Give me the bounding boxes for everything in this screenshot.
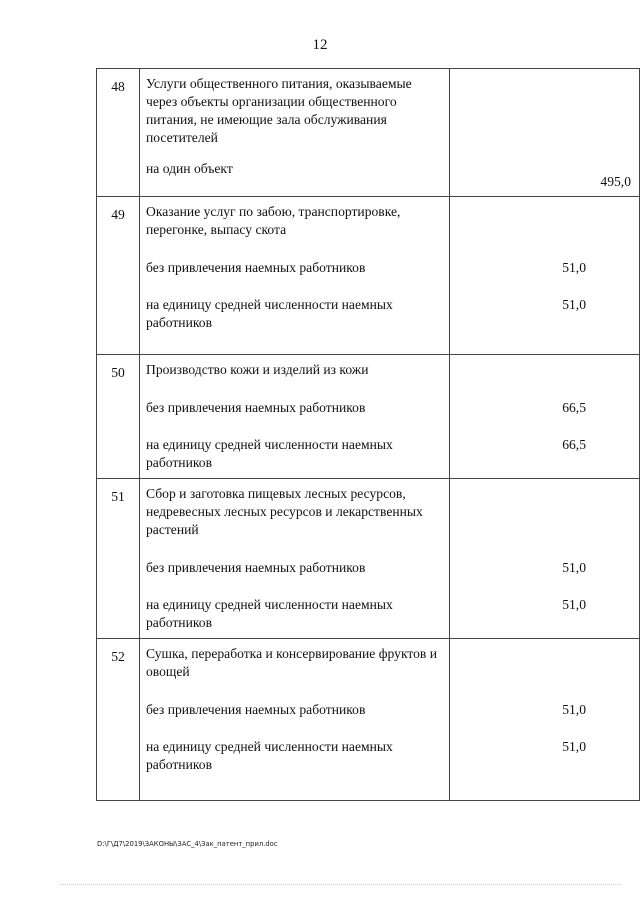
row-item-label: на единицу средней численности наемных работников bbox=[146, 597, 393, 630]
row-item-label: без привлечения наемных работников bbox=[146, 400, 366, 415]
table-row bbox=[97, 355, 640, 479]
row-value-cell bbox=[450, 639, 640, 801]
row-item-value: 51,0 bbox=[562, 260, 586, 275]
page-number: 12 bbox=[312, 37, 328, 53]
row-item-label: на единицу средней численности наемных работников bbox=[146, 437, 393, 470]
row-item-value: 51,0 bbox=[562, 560, 586, 575]
row-description bbox=[140, 197, 450, 355]
row-number: 52 bbox=[97, 639, 140, 801]
table-row bbox=[97, 69, 640, 197]
row-item-label: на единицу средней численности наемных работников bbox=[146, 739, 393, 772]
row-item-value: 51,0 bbox=[562, 297, 586, 312]
row-value-cell bbox=[450, 69, 640, 197]
tariff-table bbox=[96, 68, 640, 801]
table-row bbox=[97, 197, 640, 355]
row-item-label: без привлечения наемных работников bbox=[146, 702, 366, 717]
row-description bbox=[140, 639, 450, 801]
row-title: Сбор и заготовка пищевых лесных ресурсов, недревесных лесных ресурсов и лекарственных растений bbox=[146, 486, 423, 537]
row-item-value: 495,0 bbox=[600, 174, 631, 189]
row-item-label: на единицу средней численности наемных работников bbox=[146, 297, 393, 330]
scan-artifact-line bbox=[60, 884, 620, 887]
row-number: 50 bbox=[97, 355, 140, 479]
row-description bbox=[140, 69, 450, 197]
row-item-label: на один объект bbox=[146, 161, 233, 176]
row-number: 49 bbox=[97, 197, 140, 355]
row-item-value: 51,0 bbox=[562, 739, 586, 754]
row-number: 51 bbox=[97, 479, 140, 639]
row-title: Сушка, переработка и консервирование фруктов и овощей bbox=[146, 646, 438, 679]
table-row bbox=[97, 479, 640, 639]
row-description bbox=[140, 479, 450, 639]
row-title: Услуги общественного питания, оказываемые через объекты организации общественного питания, не имеющие зала обслуживания посетителей bbox=[146, 76, 412, 145]
row-value-cell bbox=[450, 355, 640, 479]
row-item-value: 66,5 bbox=[562, 400, 586, 415]
row-value-cell bbox=[450, 197, 640, 355]
row-item-label: без привлечения наемных работников bbox=[146, 260, 366, 275]
row-item-value: 51,0 bbox=[562, 597, 586, 612]
row-value-cell bbox=[450, 479, 640, 639]
row-number: 48 bbox=[97, 69, 140, 197]
row-item-value: 51,0 bbox=[562, 702, 586, 717]
row-item-value: 66,5 bbox=[562, 437, 586, 452]
row-item-label: без привлечения наемных работников bbox=[146, 560, 366, 575]
table-row bbox=[97, 639, 640, 801]
row-title: Оказание услуг по забою, транспортировке, перегонке, выпасу скота bbox=[146, 204, 401, 237]
row-title: Производство кожи и изделий из кожи bbox=[146, 362, 369, 377]
row-description bbox=[140, 355, 450, 479]
file-path-footer: D:\Г\Д7\2019\ЗАКОНЫ\ЗАС_4\Зак_патент_прил.doc bbox=[97, 840, 278, 848]
